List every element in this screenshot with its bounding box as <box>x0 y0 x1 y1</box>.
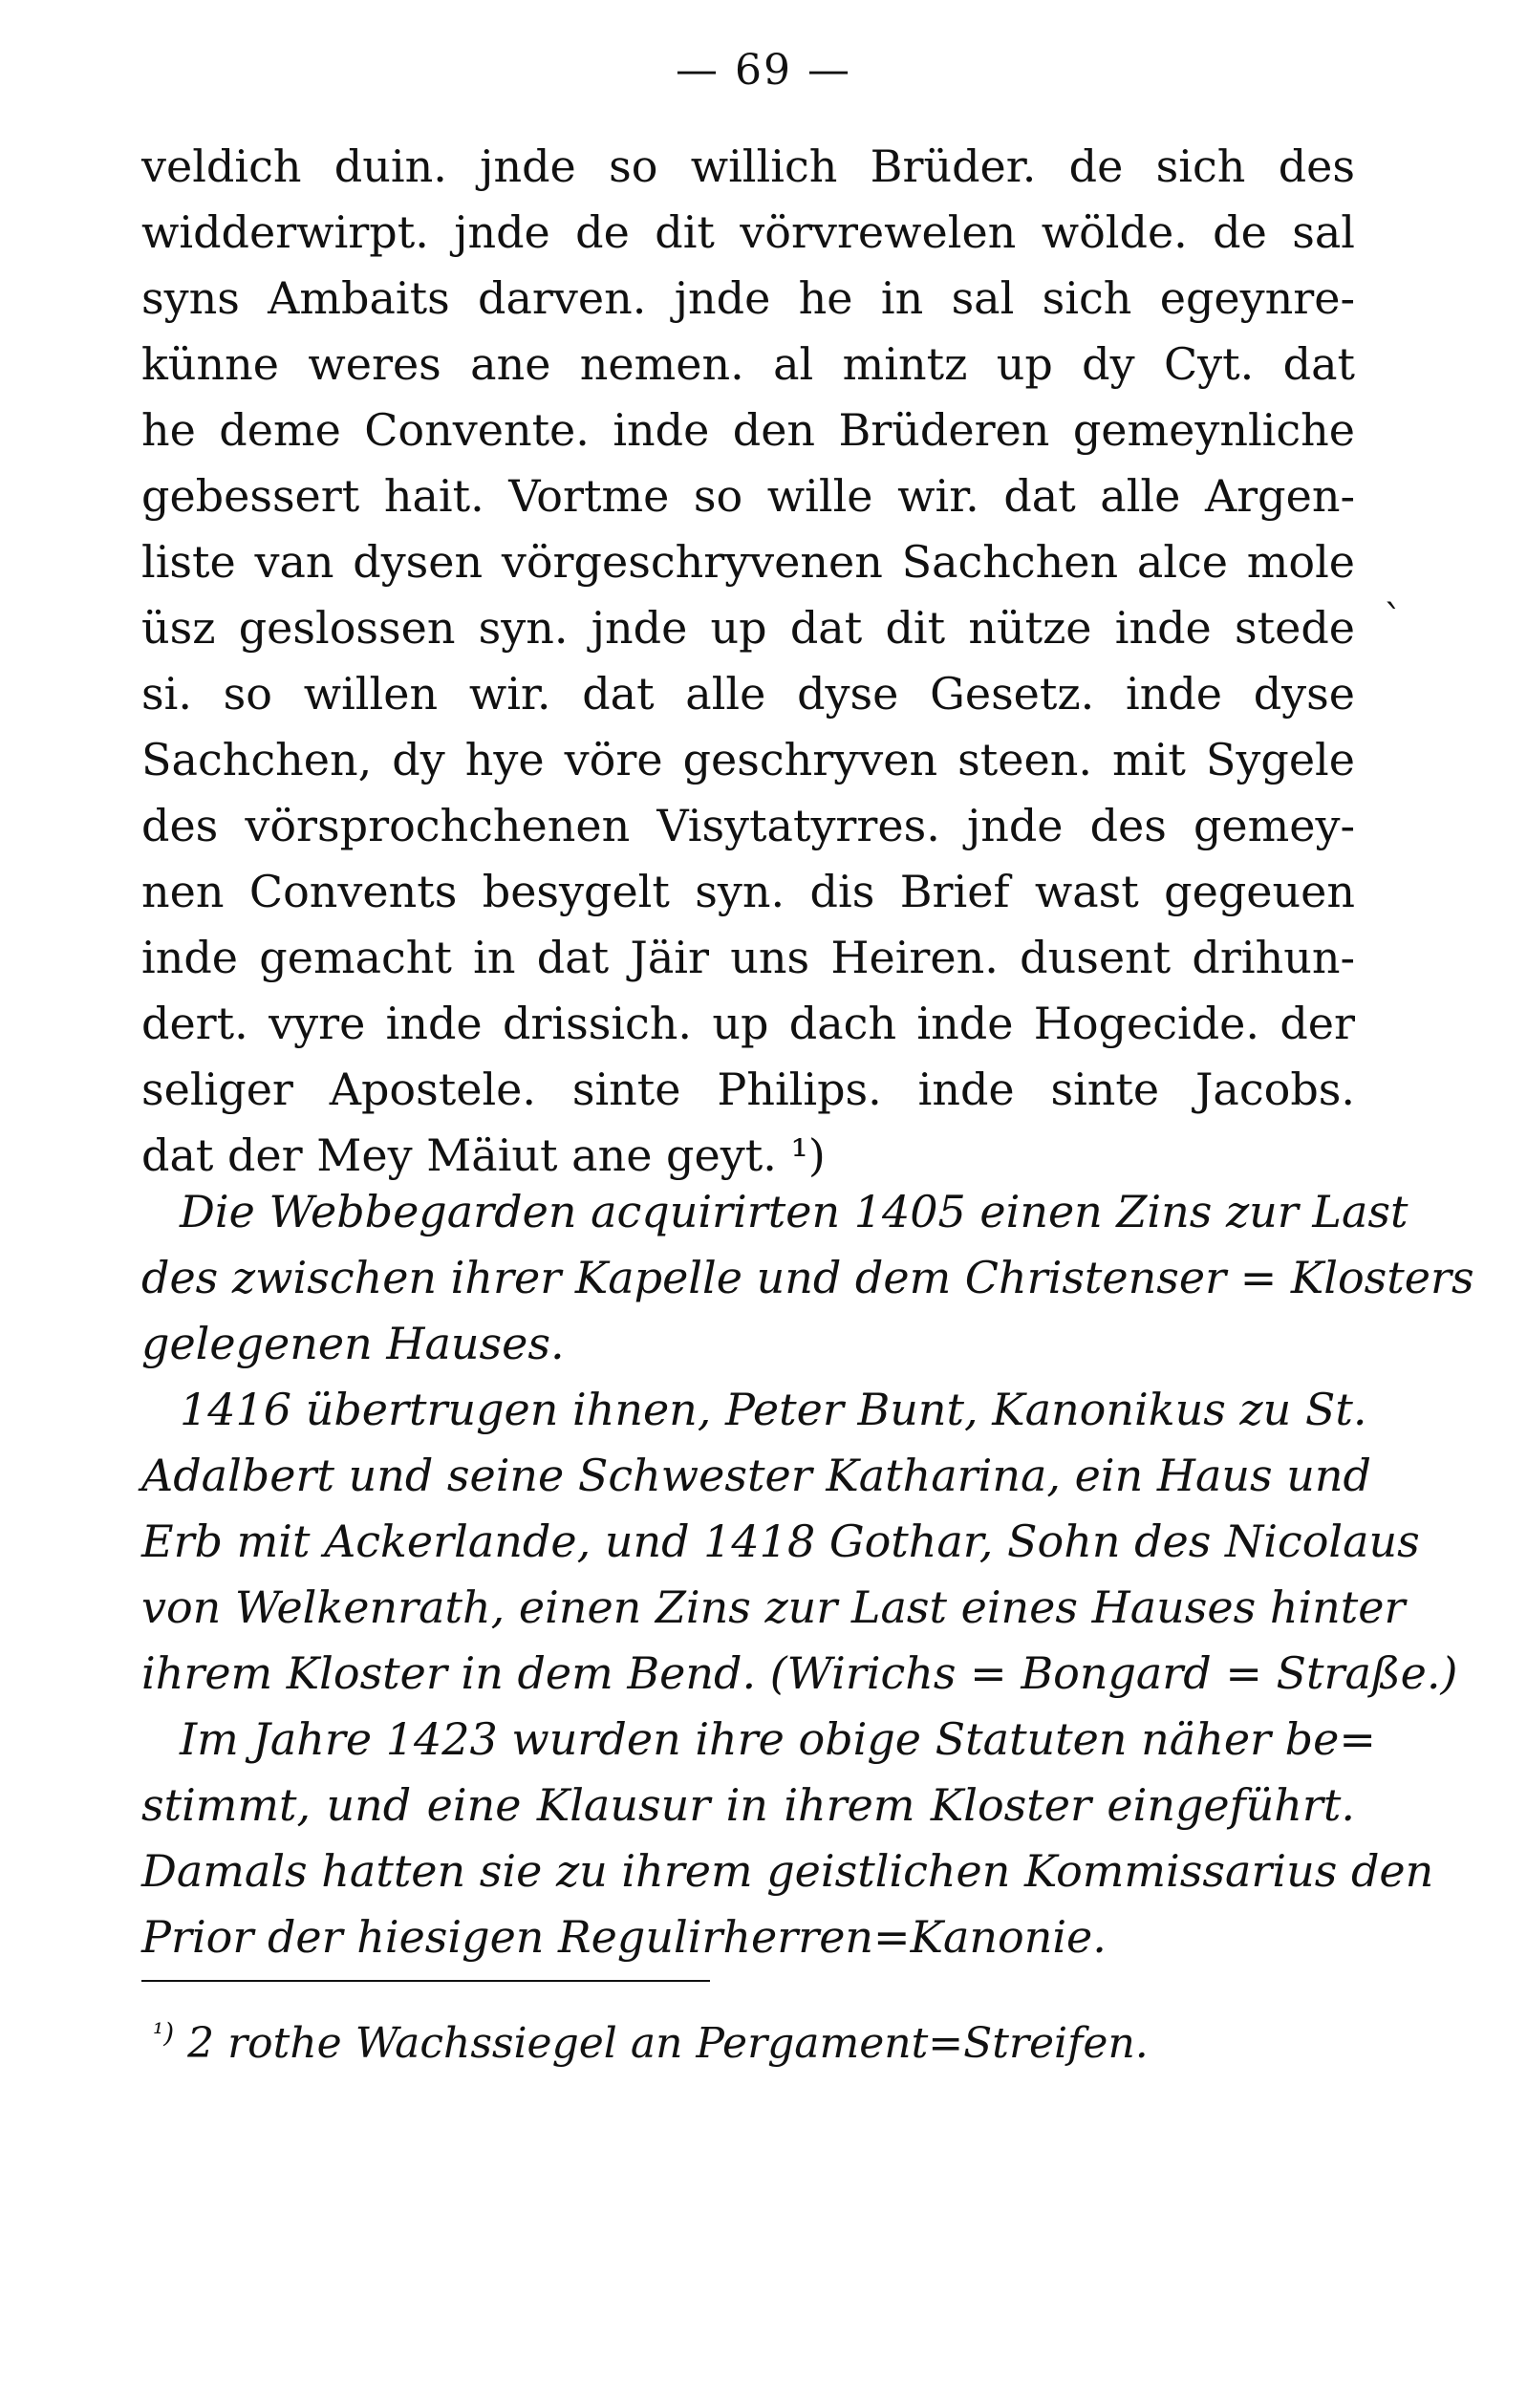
footnote-divider <box>141 1980 710 1982</box>
text-line: gelegenen Hauses. <box>141 1318 565 1369</box>
page-number: — 69 — <box>676 46 851 95</box>
text-line: von Welkenrath, einen Zins zur Last eines Hauses hinter <box>141 1581 1406 1633</box>
text-line: veldich duin. jnde so willich Brüder. de sich des <box>141 140 1355 192</box>
text-line: Prior der hiesigen Regulirherren=Kanonie. <box>141 1911 1107 1963</box>
text-line: des zwischen ihrer Kapelle und dem Christenser = Klosters <box>141 1252 1474 1303</box>
footnote-text: 2 rothe Wachssiegel an Pergament=Streifen. <box>187 2019 1149 2068</box>
text-line: Adalbert und seine Schwester Katharina, ein Haus und <box>141 1450 1371 1501</box>
text-line: Damals hatten sie zu ihrem geistlichen Kommissarius den <box>141 1845 1434 1897</box>
footnote-marker: ¹) <box>153 2017 175 2049</box>
footnote <box>153 2005 1149 2073</box>
text-line: stimmt, und eine Klausur in ihrem Kloster eingeführt. <box>141 1779 1355 1831</box>
text-line: des vörsprochchenen Visytatyrres. jnde des gemey- <box>141 800 1355 851</box>
text-line: he deme Convente. inde den Brüderen gemeynliche <box>141 404 1355 456</box>
text-line: widderwirpt. jnde de dit vörvrewelen wölde. de sal <box>141 206 1355 258</box>
text-line: dert. vyre inde drissich. up dach inde Hogecide. der <box>141 998 1355 1049</box>
text-line: Im Jahre 1423 wurden ihre obige Statuten näher be= <box>180 1713 1376 1765</box>
text-line: inde gemacht in dat Jäir uns Heiren. dusent drihun- <box>141 932 1355 983</box>
text-line: üsz geslossen syn. jnde up dat dit nütze inde stede <box>141 602 1355 654</box>
text-line: si. so willen wir. dat alle dyse Gesetz. inde dyse <box>141 668 1355 720</box>
text-line: nen Convents besygelt syn. dis Brief wast gegeuen <box>141 866 1355 917</box>
german-commentary-text <box>141 1179 1474 1970</box>
text-line: Die Webbegarden acquirirten 1405 einen Zins zur Last <box>180 1186 1409 1237</box>
text-line: gebessert hait. Vortme so wille wir. dat alle Argen- <box>141 470 1355 522</box>
text-line: 1416 übertrugen ihnen, Peter Bunt, Kanonikus zu St. <box>180 1384 1367 1435</box>
margin-mark: ˋ <box>1384 598 1403 642</box>
text-line: künne weres ane nemen. al mintz up dy Cyt. dat <box>141 338 1355 390</box>
latin-charter-text <box>141 134 1355 1189</box>
text-line: syns Ambaits darven. jnde he in sal sich egeynre- <box>141 272 1355 324</box>
text-line: ihrem Kloster in dem Bend. (Wirichs = Bongard = Straße.) <box>141 1647 1458 1699</box>
text-line: dat der Mey Mäiut ane geyt. ¹) <box>141 1129 826 1181</box>
text-line: seliger Apostele. sinte Philips. inde sinte Jacobs. <box>141 1064 1355 1115</box>
text-line: liste van dysen vörgeschryvenen Sachchen alce mole <box>141 536 1355 588</box>
text-line: Sachchen, dy hye vöre geschryven steen. mit Sygele <box>141 734 1355 785</box>
text-line: Erb mit Ackerlande, und 1418 Gothar, Sohn des Nicolaus <box>141 1516 1420 1567</box>
